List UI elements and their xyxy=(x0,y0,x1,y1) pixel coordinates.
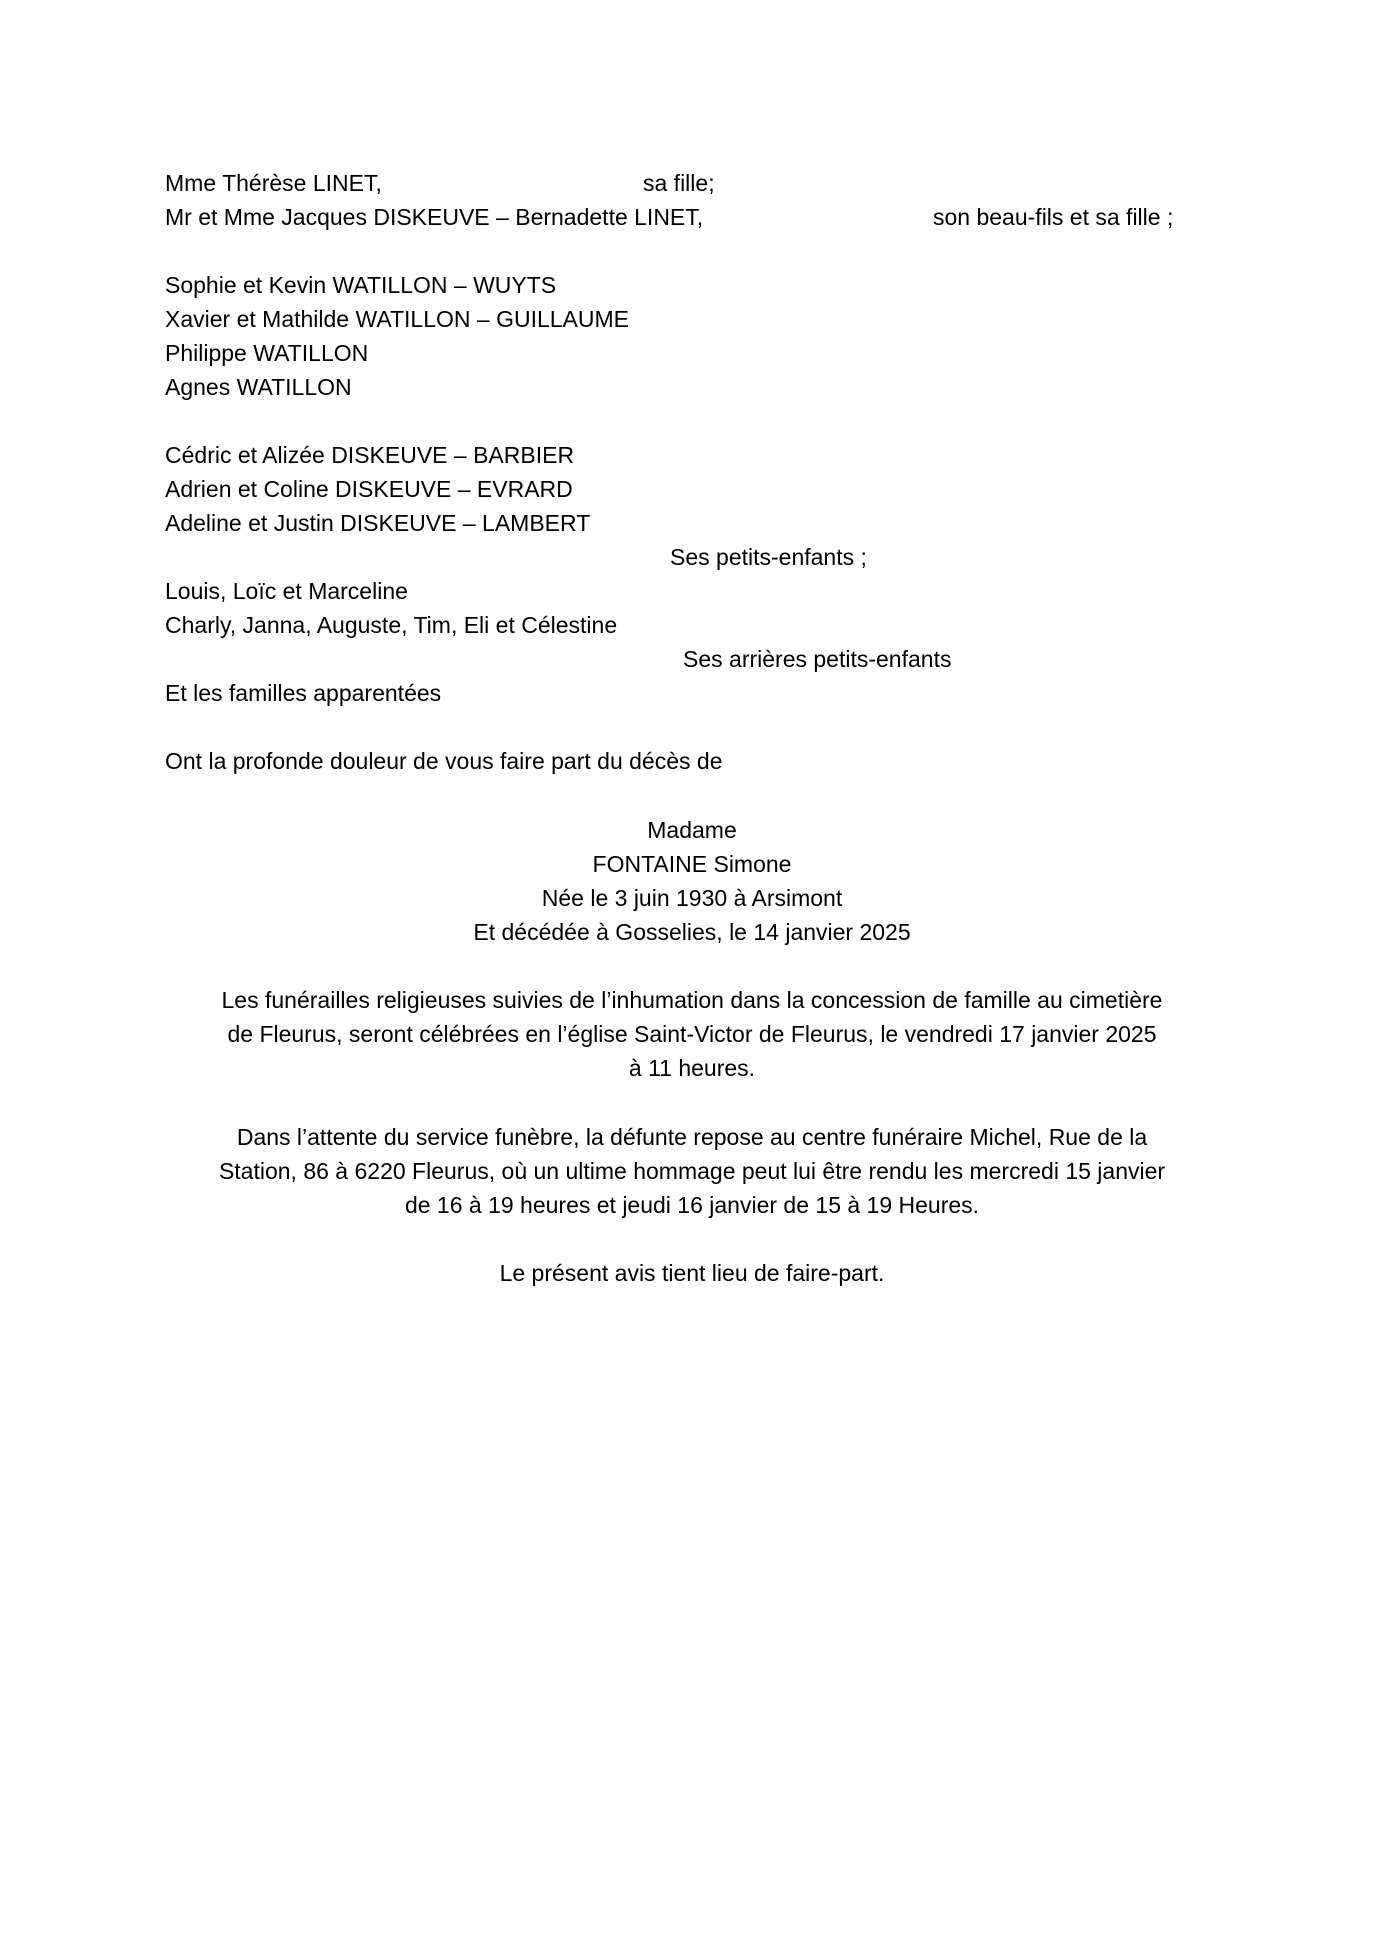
grandchild-line: Sophie et Kevin WATILLON – WUYTS xyxy=(165,272,557,298)
great-grandchildren-label: Ses arrières petits-enfants xyxy=(683,646,952,672)
viewing-line: Dans l’attente du service funèbre, la défunte repose au centre funéraire Michel, Rue de la xyxy=(236,1124,1148,1150)
family-relation-daughter: sa fille; xyxy=(643,170,715,196)
viewing-line: Station, 86 à 6220 Fleurus, où un ultime hommage peut lui être rendu les mercredi 15 janvier xyxy=(218,1158,1166,1184)
deceased-title: Madame xyxy=(647,817,737,843)
funeral-line: Les funérailles religieuses suivies de l’inhumation dans la concession de famille au cimetière xyxy=(221,987,1163,1013)
great-grandchild-line: Charly, Janna, Auguste, Tim, Eli et Célestine xyxy=(165,612,618,638)
deceased-name: FONTAINE Simone xyxy=(592,851,792,877)
viewing-line: de 16 à 19 heures et jeudi 16 janvier de 15 à 19 Heures. xyxy=(404,1192,980,1218)
closing-line: Le présent avis tient lieu de faire-part. xyxy=(499,1260,885,1286)
grandchild-line: Adeline et Justin DISKEUVE – LAMBERT xyxy=(165,510,591,536)
grandchild-line: Cédric et Alizée DISKEUVE – BARBIER xyxy=(165,442,575,468)
grandchild-line: Agnes WATILLON xyxy=(165,374,352,400)
family-name-diskeuve: Mr et Mme Jacques DISKEUVE – Bernadette LINET, xyxy=(165,204,704,230)
family-name-therese: Mme Thérèse LINET, xyxy=(165,170,382,196)
deceased-birth: Née le 3 juin 1930 à Arsimont xyxy=(541,885,843,911)
great-grandchild-line: Louis, Loïc et Marceline xyxy=(165,578,408,604)
grandchild-line: Adrien et Coline DISKEUVE – EVRARD xyxy=(165,476,573,502)
family-line-son-in-law xyxy=(165,200,1174,234)
announcement-line: Ont la profonde douleur de vous faire part du décès de xyxy=(165,748,723,774)
family-relation-son-in-law: son beau-fils et sa fille ; xyxy=(933,204,1174,230)
grandchildren-label: Ses petits-enfants ; xyxy=(670,544,867,570)
deceased-death: Et décédée à Gosselies, le 14 janvier 2025 xyxy=(473,919,911,945)
grandchild-line: Philippe WATILLON xyxy=(165,340,369,366)
funeral-line: à 11 heures. xyxy=(628,1055,756,1081)
family-line-daughter xyxy=(165,166,1165,200)
related-families-line: Et les familles apparentées xyxy=(165,680,442,706)
funeral-line: de Fleurus, seront célébrées en l’église Saint-Victor de Fleurus, le vendredi 17 janvier 2025 xyxy=(227,1021,1157,1047)
grandchild-line: Xavier et Mathilde WATILLON – GUILLAUME xyxy=(165,306,629,332)
